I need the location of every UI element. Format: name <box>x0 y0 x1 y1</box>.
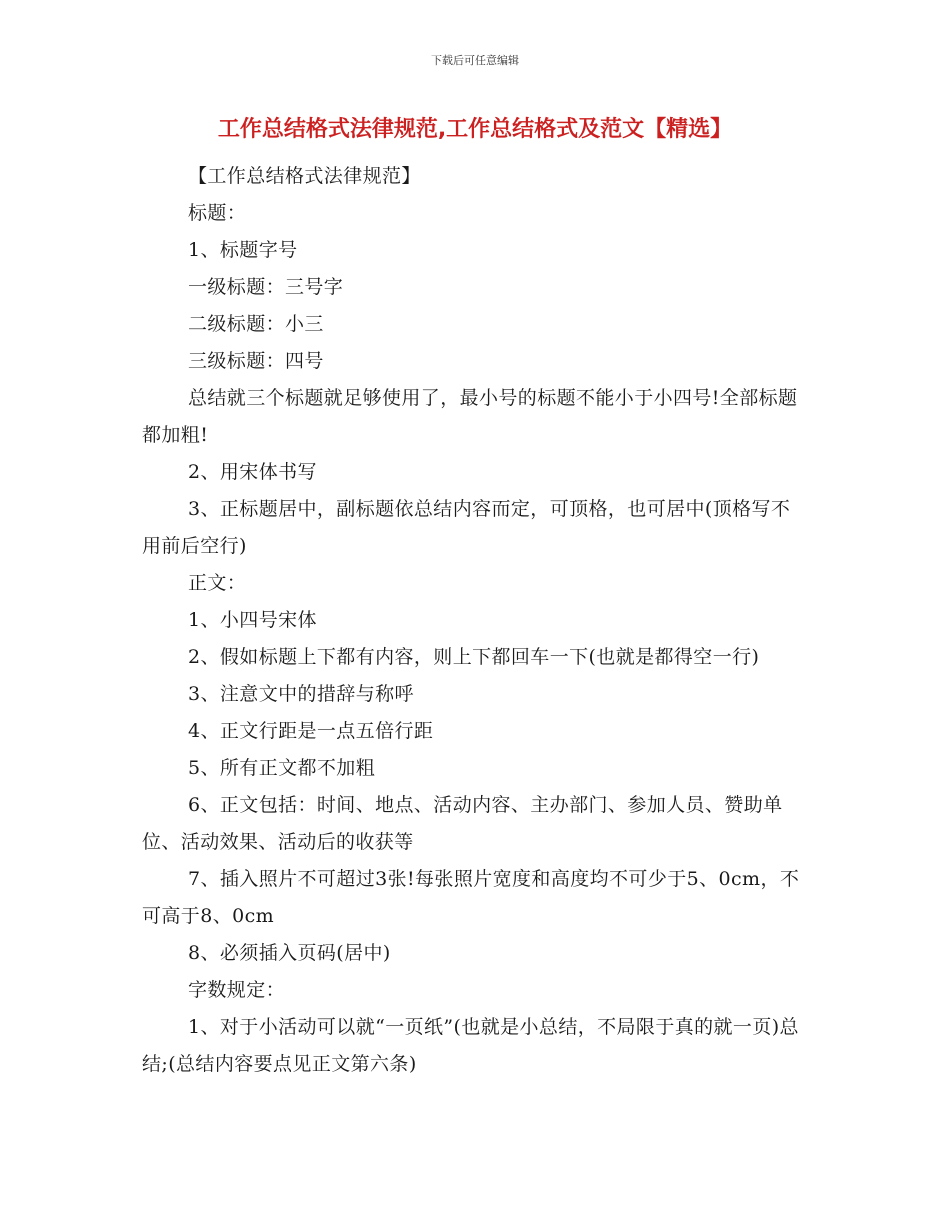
paragraph-wordcount-small: 1、对于小活动可以就“一页纸”(也就是小总结，不局限于真的就一页)总结;(总结内容要点见正文第六条) <box>142 1016 799 1075</box>
paragraph-wordcount-label: 字数规定： <box>188 979 286 1001</box>
paragraph-body-label: 正文： <box>188 572 247 594</box>
paragraph-body-linespacing: 4、正文行距是一点五倍行距 <box>188 720 434 742</box>
document-body <box>142 158 808 1083</box>
paragraph-font: 2、用宋体书写 <box>188 461 317 483</box>
paragraph-body-font: 1、小四号宋体 <box>188 609 317 631</box>
paragraph-body-contents: 6、正文包括：时间、地点、活动内容、主办部门、参加人员、赞助单位、活动效果、活动后的收获等 <box>142 794 783 853</box>
document-title: 工作总结格式法律规范,工作总结格式及范文【精选】 <box>217 117 733 142</box>
paragraph-body-bold: 5、所有正文都不加粗 <box>188 757 376 779</box>
paragraph-title-size: 1、标题字号 <box>188 239 298 261</box>
header-note: 下载后可任意编辑 <box>431 54 519 67</box>
paragraph-level1: 一级标题：三号字 <box>188 276 344 298</box>
paragraph-body-spacing: 2、假如标题上下都有内容，则上下都回车一下(也就是都得空一行) <box>188 646 760 668</box>
paragraph-level2: 二级标题：小三 <box>188 313 324 335</box>
paragraph-body-wording: 3、注意文中的措辞与称呼 <box>188 683 414 705</box>
paragraph-body-pagenum: 8、必须插入页码(居中) <box>188 942 391 964</box>
paragraph-body-photos: 7、插入照片不可超过3张!每张照片宽度和高度均不可少于5、0cm，不可高于8、0cm <box>142 868 800 927</box>
paragraph-title-summary: 总结就三个标题就足够使用了，最小号的标题不能小于小四号!全部标题都加粗! <box>142 387 798 446</box>
paragraph-level3: 三级标题：四号 <box>188 350 324 372</box>
section-heading-format: 【工作总结格式法律规范】 <box>188 165 421 187</box>
paragraph-title-label: 标题： <box>188 202 247 224</box>
paragraph-title-align: 3、正标题居中，副标题依总结内容而定，可顶格，也可居中(顶格写不用前后空行) <box>142 498 791 557</box>
